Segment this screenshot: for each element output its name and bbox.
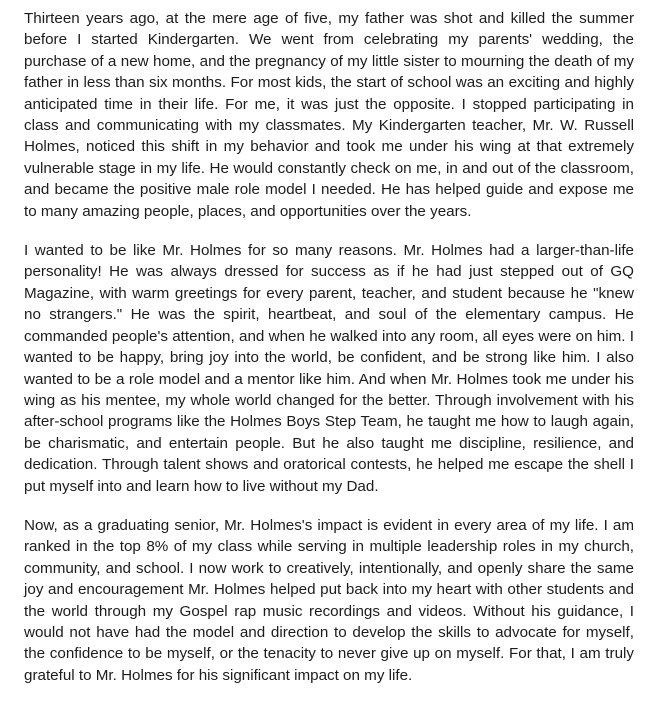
essay-paragraph-2: I wanted to be like Mr. Holmes for so many reasons. Mr. Holmes had a larger-than-life personality! He was always dressed for success as if he had just stepped out of GQ Magazine, with warm greetings for every parent, teacher, and student because he "knew no strangers." He was the spirit, heartbeat, and soul of the elementary campus. He commanded people's attention, and when he walked into any room, all eyes were on him. I wanted to be happy, bring joy into the world, be confident, and be strong like him. I also wanted to be a role model and a mentor like him. And when Mr. Holmes took me under his wing as his mentee, my whole world changed for the better. Through involvement with his after-school programs like the Holmes Boys Step Team, he taught me how to laugh again, be charismatic, and entertain people. But he also taught me discipline, resilience, and dedication. Through talent shows and oratorical contests, he helped me escape the shell I put myself into and learn how to live without my Dad. bbox=[24, 242, 634, 495]
essay-paragraph-3: Now, as a graduating senior, Mr. Holmes's impact is evident in every area of my life. I am ranked in the top 8% of my class while serving in multiple leadership roles in my church, community, and school. I now work to creatively, intentionally, and openly share the same joy and encouragement Mr. Holmes helped put back into my heart with other students and the world through my Gospel rap music recordings and videos. Without his guidance, I would not have had the model and direction to develop the skills to advocate for myself, the confidence to be myself, or the tenacity to never give up on myself. For that, I am truly grateful to Mr. Holmes for his significant impact on my life. bbox=[24, 516, 634, 684]
essay-body bbox=[24, 8, 634, 704]
essay-paragraph-1: Thirteen years ago, at the mere age of five, my father was shot and killed the summer before I started Kindergarten. We went from celebrating my parents' wedding, the purchase of a new home, and the pregnancy of my little sister to mourning the death of my father in less than six months. For most kids, the start of school was an exciting and highly anticipated time in their life. For me, it was just the opposite. I stopped participating in class and communicating with my classmates. My Kindergarten teacher, Mr. W. Russell Holmes, noticed this shift in my behavior and took me under his wing at that extremely vulnerable stage in my life. He would constantly check on me, in and out of the classroom, and became the positive male role model I needed. He has helped guide and expose me to many amazing people, places, and opportunities over the years. bbox=[24, 10, 634, 220]
